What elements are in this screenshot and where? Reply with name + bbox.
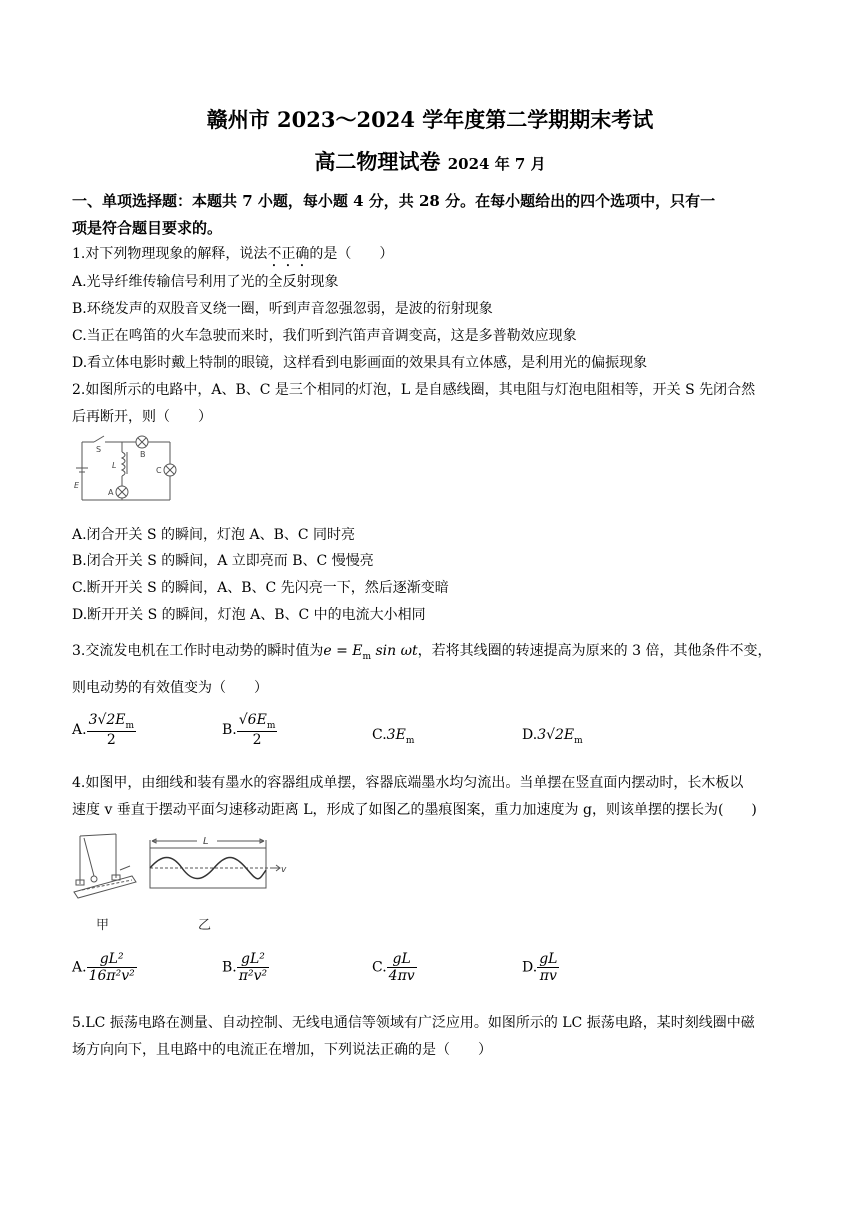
q4-a-den: 16π²v² <box>88 968 135 984</box>
q3-formula-tail: sin ωt <box>371 643 418 659</box>
q1-option-d: D.看立体电影时戴上特制的眼镜，这样看到电影画面的效果具有立体感，是利用光的偏振现象 <box>72 355 648 371</box>
q2-option-a: A.闭合开关 S 的瞬间，灯泡 A、B、C 同时亮 <box>72 527 356 543</box>
q1-option-c: C.当正在鸣笛的火车急驶而来时，我们听到汽笛声音调变高，这是多普勒效应现象 <box>72 328 577 344</box>
q4-option-a <box>72 951 137 984</box>
q4-d-frac <box>537 951 559 984</box>
q4-c-num: gL <box>387 951 417 968</box>
q3-formula-sub: m <box>362 651 372 662</box>
q4-a-label: A. <box>72 959 87 976</box>
q3-d-sub: m <box>574 735 583 746</box>
pendulum-figure <box>72 826 292 936</box>
q3-c-label: C. <box>372 727 387 743</box>
q4-stem-line1: 4.如图甲，由细线和装有墨水的容器组成单摆，容器底端墨水均匀流出。当单摆在竖直面内摆动时，长木板以 <box>72 775 744 791</box>
figure-label-L: L <box>203 836 209 847</box>
pendulum-apparatus-icon <box>74 834 136 898</box>
q2-stem-line1: 2.如图所示的电路中，A、B、C 是三个相同的灯泡，L 是自感线圈，其电阻与灯泡电阻相等，开关 S 先闭合然 <box>72 382 756 398</box>
q3-d-label: D. <box>522 727 538 743</box>
q4-c-label: C. <box>372 959 387 976</box>
circuit-label-s: S <box>96 445 102 454</box>
q4-a-num: gL² <box>87 951 137 968</box>
q3-b-frac <box>237 712 278 748</box>
figure-label-v: v <box>281 865 287 875</box>
q4-option-b <box>222 951 269 984</box>
figure-label-yi: 乙 <box>198 918 212 933</box>
q3-a-num <box>87 712 137 732</box>
q3-formula <box>323 643 418 662</box>
question-1-stem <box>72 243 393 270</box>
ink-trace-board-icon <box>150 839 280 888</box>
q4-a-frac <box>87 951 137 984</box>
q3-option-a <box>72 712 136 748</box>
q3-b-num <box>237 712 278 732</box>
circuit-label-e: E <box>74 481 80 490</box>
q3-stem-line1 <box>72 640 771 662</box>
q3-a-sub: m <box>125 720 135 731</box>
q1-option-a: A.光导纤维传输信号利用了光的全反射现象 <box>72 274 339 290</box>
exam-date: 2024 年 7 月 <box>447 155 546 173</box>
q2-stem-line2: 后再断开，则（ ） <box>72 409 212 425</box>
q3-b-sub: m <box>266 720 276 731</box>
q3-option-c <box>372 727 414 746</box>
q2-option-b: B.闭合开关 S 的瞬间，A 立即亮而 B、C 慢慢亮 <box>72 553 374 569</box>
q1-option-b: B.环绕发声的双股音叉绕一圈，听到声音忽强忽弱，是波的衍射现象 <box>72 301 493 317</box>
q3-a-label: A. <box>72 721 87 738</box>
q2-option-c: C.断开开关 S 的瞬间，A、B、C 先闪亮一下，然后逐渐变暗 <box>72 580 449 596</box>
q3-option-d <box>522 727 583 746</box>
q3-a-den: 2 <box>106 731 116 748</box>
exam-subtitle <box>0 146 860 176</box>
q1-stem-b: 的是（ ） <box>309 246 394 262</box>
q3-c-val: 3E <box>386 727 406 743</box>
subject-title: 高二物理试卷 <box>314 149 441 174</box>
q4-stem-line2: 速度 v 垂直于摆动平面匀速移动距离 L，形成了如图乙的墨痕图案，重力加速度为 g，则该单摆的摆长为( ) <box>72 802 757 818</box>
circuit-figure <box>72 430 182 510</box>
section-heading-line1: 一、单项选择题：本题共 7 小题，每小题 4 分，共 28 分。在每小题给出的四个选项中，只有一 <box>72 192 716 210</box>
q1-emphasis: 不正确 <box>267 246 310 262</box>
q4-d-den: πv <box>539 968 557 984</box>
circuit-label-l: L <box>112 461 117 470</box>
q4-c-den: 4πv <box>388 968 415 984</box>
section-heading-line2: 项是符合题目要求的。 <box>72 219 223 237</box>
q3-a-frac <box>87 712 137 748</box>
exam-title: 赣州市 2023～2024 学年度第二学期期末考试 <box>206 107 654 132</box>
q3-b-label: B. <box>222 721 237 738</box>
q3-b-num-text: √6E <box>238 712 267 728</box>
figure-label-jia: 甲 <box>96 918 110 933</box>
circuit-label-a: A <box>108 488 114 497</box>
q4-d-label: D. <box>522 959 538 976</box>
q3-a-num-text: 3√2E <box>88 712 126 728</box>
q3-stem-a: 3.交流发电机在工作时电动势的瞬时值为 <box>72 643 324 659</box>
q4-b-label: B. <box>222 959 237 976</box>
q2-option-d: D.断开开关 S 的瞬间，灯泡 A、B、C 中的电流大小相同 <box>72 607 426 623</box>
q5-stem-line2: 场方向向下，且电路中的电流正在增加，下列说法正确的是（ ） <box>72 1042 492 1058</box>
q3-option-b <box>222 712 277 748</box>
q3-d-val: 3√2E <box>537 727 575 743</box>
q3-c-sub: m <box>405 735 415 746</box>
q4-b-den: π²v² <box>238 968 268 984</box>
q4-b-num: gL² <box>237 951 269 968</box>
q4-b-frac <box>237 951 269 984</box>
circuit-label-b: B <box>140 450 146 459</box>
q1-stem-a: 1.对下列物理现象的解释，说法 <box>72 246 268 262</box>
q3-formula-main: e = E <box>323 643 363 659</box>
q5-stem-line1: 5.LC 振荡电路在测量、自动控制、无线电通信等领域有广泛应用。如图所示的 LC 振荡电路，某时刻线圈中磁 <box>72 1015 755 1031</box>
q3-stem-b: ，若将其线圈的转速提高为原来的 3 倍，其他条件不变， <box>417 643 772 659</box>
q4-option-d <box>522 951 559 984</box>
q3-b-den: 2 <box>252 731 262 748</box>
q4-option-c <box>372 951 417 984</box>
circuit-label-c: C <box>156 466 162 475</box>
q4-d-num: gL <box>539 951 558 967</box>
q4-c-frac <box>387 951 417 984</box>
q3-stem-line2: 则电动势的有效值变为（ ） <box>72 680 268 696</box>
